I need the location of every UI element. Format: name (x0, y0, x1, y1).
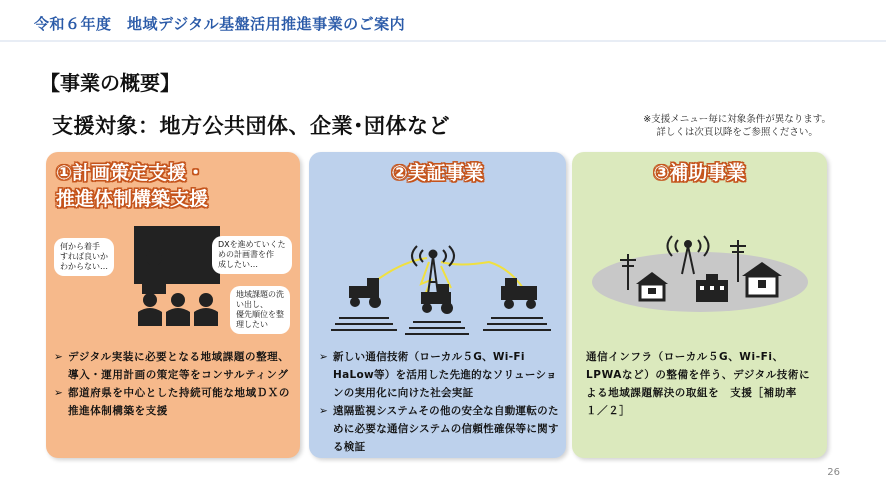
support-note (643, 113, 831, 139)
card-1-body (54, 348, 294, 420)
note-line-2: 詳しくは次頁以降をご参照ください。 (656, 127, 818, 138)
card-2-bullet-2: ➢ 遠隔監視システムその他の安全な自動運転のために必要な通信システムの信頼性確保等に関する検証 (319, 402, 559, 456)
speech-bubble-right-top (212, 236, 292, 274)
card-planning-support (46, 152, 300, 458)
bubble-left-line-3: わからない… (60, 262, 108, 271)
bubble-rt-line-1: DXを進めていくた (218, 240, 286, 249)
card-1-bullet-2-text: 都道府県を中心とした持続可能な地域ＤＸの推進体制構築を支援 (68, 387, 290, 417)
field-rows-icon (331, 318, 551, 334)
bubble-left-line-2: すれば良いか (60, 252, 108, 261)
card-3-title: ③補助事業 (653, 162, 746, 184)
card-2-bullet-1: ➢ 新しい通信技術（ローカル５G、Wi-Fi HaLow等）を活用した先進的なソリューションの実用化に向けた社会実証 (319, 348, 559, 402)
card-2-body (319, 348, 559, 456)
card-1-bullet-2: ➢ 都道府県を中心とした持続可能な地域ＤＸの推進体制構築を支援 (54, 384, 294, 420)
tractor-icon (421, 284, 453, 314)
card-subsidy (572, 152, 827, 458)
bubble-rb-line-2: い出し、 (236, 300, 268, 309)
section-title: 【事業の概要】 (40, 71, 180, 95)
header-divider (0, 40, 886, 42)
speech-bubble-right-bottom (230, 286, 290, 334)
page-number: 26 (827, 467, 840, 478)
support-target: 支援対象：地方公共団体、企業･団体など (52, 114, 450, 138)
header-bar (0, 0, 886, 44)
bubble-left-line-1: 何から着手 (60, 242, 100, 251)
bubble-rt-line-3: 成したい… (218, 260, 258, 269)
card-3-body: 通信インフラ（ローカル５G、Wi-Fi、LPWAなど）の整備を伴う、デジタル技術による地域課題解決の取組を 支援［補助率 １／２］ (586, 351, 811, 417)
card-2-title: ②実証事業 (391, 162, 484, 184)
bubble-rb-line-4: 理したい (236, 320, 268, 329)
bubble-rb-line-1: 地域課題の洗 (236, 290, 284, 299)
card-1-title-line1: ①計画策定支援・ (56, 162, 206, 184)
town-illustration (572, 222, 827, 342)
card-1-title (56, 160, 208, 212)
card-1-bullet-1-text: デジタル実装に必要となる地域課題の整理、導入・運用計画の策定等をコンサルティング (68, 351, 290, 381)
tractor-icon (349, 278, 381, 308)
note-line-1: ※支援メニュー毎に対象条件が異なります。 (643, 114, 831, 125)
header-title: 令和６年度 地域デジタル基盤活用推進事業のご案内 (34, 15, 406, 33)
bubble-rb-line-3: 優先順位を整 (236, 310, 284, 319)
audience-icon (138, 293, 218, 326)
farm-illustration (309, 222, 566, 342)
card-1-bullet-1: ➢ デジタル実装に必要となる地域課題の整理、導入・運用計画の策定等をコンサルティング (54, 348, 294, 384)
bubble-rt-line-2: めの計画書を作 (218, 250, 274, 259)
card-2-bullet-2-text: 遠隔監視システムその他の安全な自動運転のために必要な通信システムの信頼性確保等に関する検証 (333, 405, 559, 453)
speech-bubble-left (54, 238, 114, 276)
card-2-bullet-1-text: 新しい通信技術（ローカル５G、Wi-Fi HaLow等）を活用した先進的なソリューションの実用化に向けた社会実証 (333, 351, 557, 399)
card-demonstration (309, 152, 566, 458)
card-1-title-line2: 推進体制構築支援 (56, 188, 209, 210)
